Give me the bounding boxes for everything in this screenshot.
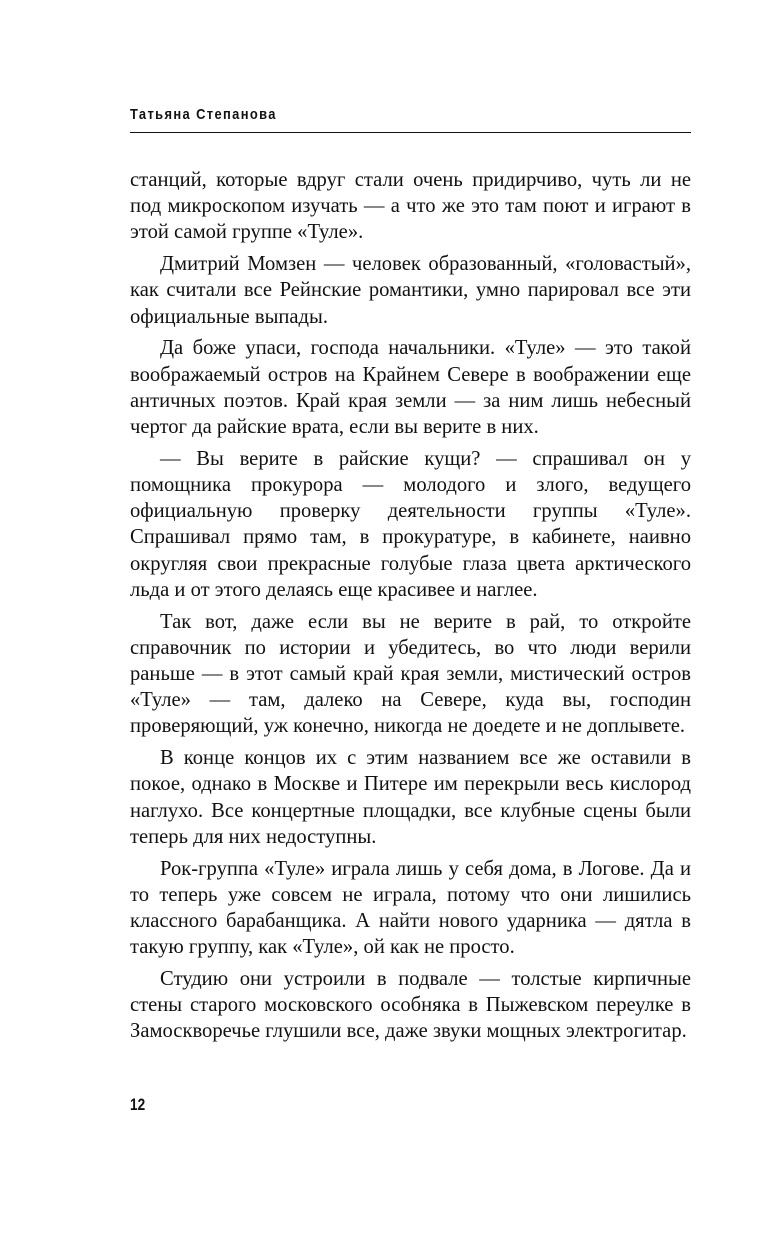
- paragraph: Рок-группа «Туле» играла лишь у себя дома, в Логове. Да и то теперь уже совсем не играла, потому что они лишились классного барабанщика. А найти нового ударника — дятла в такую группу, как «Туле», ой как не просто.: [130, 857, 691, 959]
- paragraph: станций, которые вдруг стали очень придирчиво, чуть ли не под микроскопом изучать — а что же это там поют и играют в этой самой группе «Туле».: [130, 169, 691, 244]
- paragraph: В конце концов их с этим названием все же оставили в покое, однако в Москве и Питере им перекрыли весь кислород наглухо. Все концертные площадки, все клубные сцены были теперь для них недоступны.: [130, 747, 691, 848]
- header-rule: [130, 132, 691, 133]
- paragraph: Да боже упаси, господа начальники. «Туле» — это такой воображаемый остров на Крайнем Севере в воображении еще античных поэтов. Край края земли — за ним лишь небесный чертог да райские врата, если вы верите в них.: [130, 337, 691, 439]
- paragraph: — Вы верите в райские кущи? — спрашивал он у помощника прокурора — молодого и злого, ведущего официальную проверку деятельности группы «Туле». Спрашивал прямо там, в прокуратуре, в кабинете, наивно округляя свои прекрасные голубые глаза цвета арктического льда и от этого делаясь еще красивее и наглее.: [130, 447, 691, 601]
- running-header-author: Татьяна Степанова: [130, 106, 277, 123]
- running-header: [130, 104, 691, 126]
- paragraph: Дмитрий Момзен — человек образованный, «головастый», как считали все Рейнские романтики, умно парировал все эти официальные выпады.: [130, 253, 691, 328]
- page-number: 12: [130, 1095, 146, 1114]
- paragraph: Так вот, даже если вы не верите в рай, то откройте справочник по истории и убедитесь, во что люди верили раньше — в этот самый край края земли, мистический остров «Туле» — там, далеко на Севере, куда вы, господин проверяющий, уж конечно, никогда не доедете и не доплывете.: [130, 610, 691, 738]
- body-text: [130, 167, 691, 1050]
- paragraph: Студию они устроили в подвале — толстые кирпичные стены старого московского особняка в Пыжевском переулке в Замоскворечье глушили все, даже звуки мощных электрогитар.: [130, 968, 691, 1043]
